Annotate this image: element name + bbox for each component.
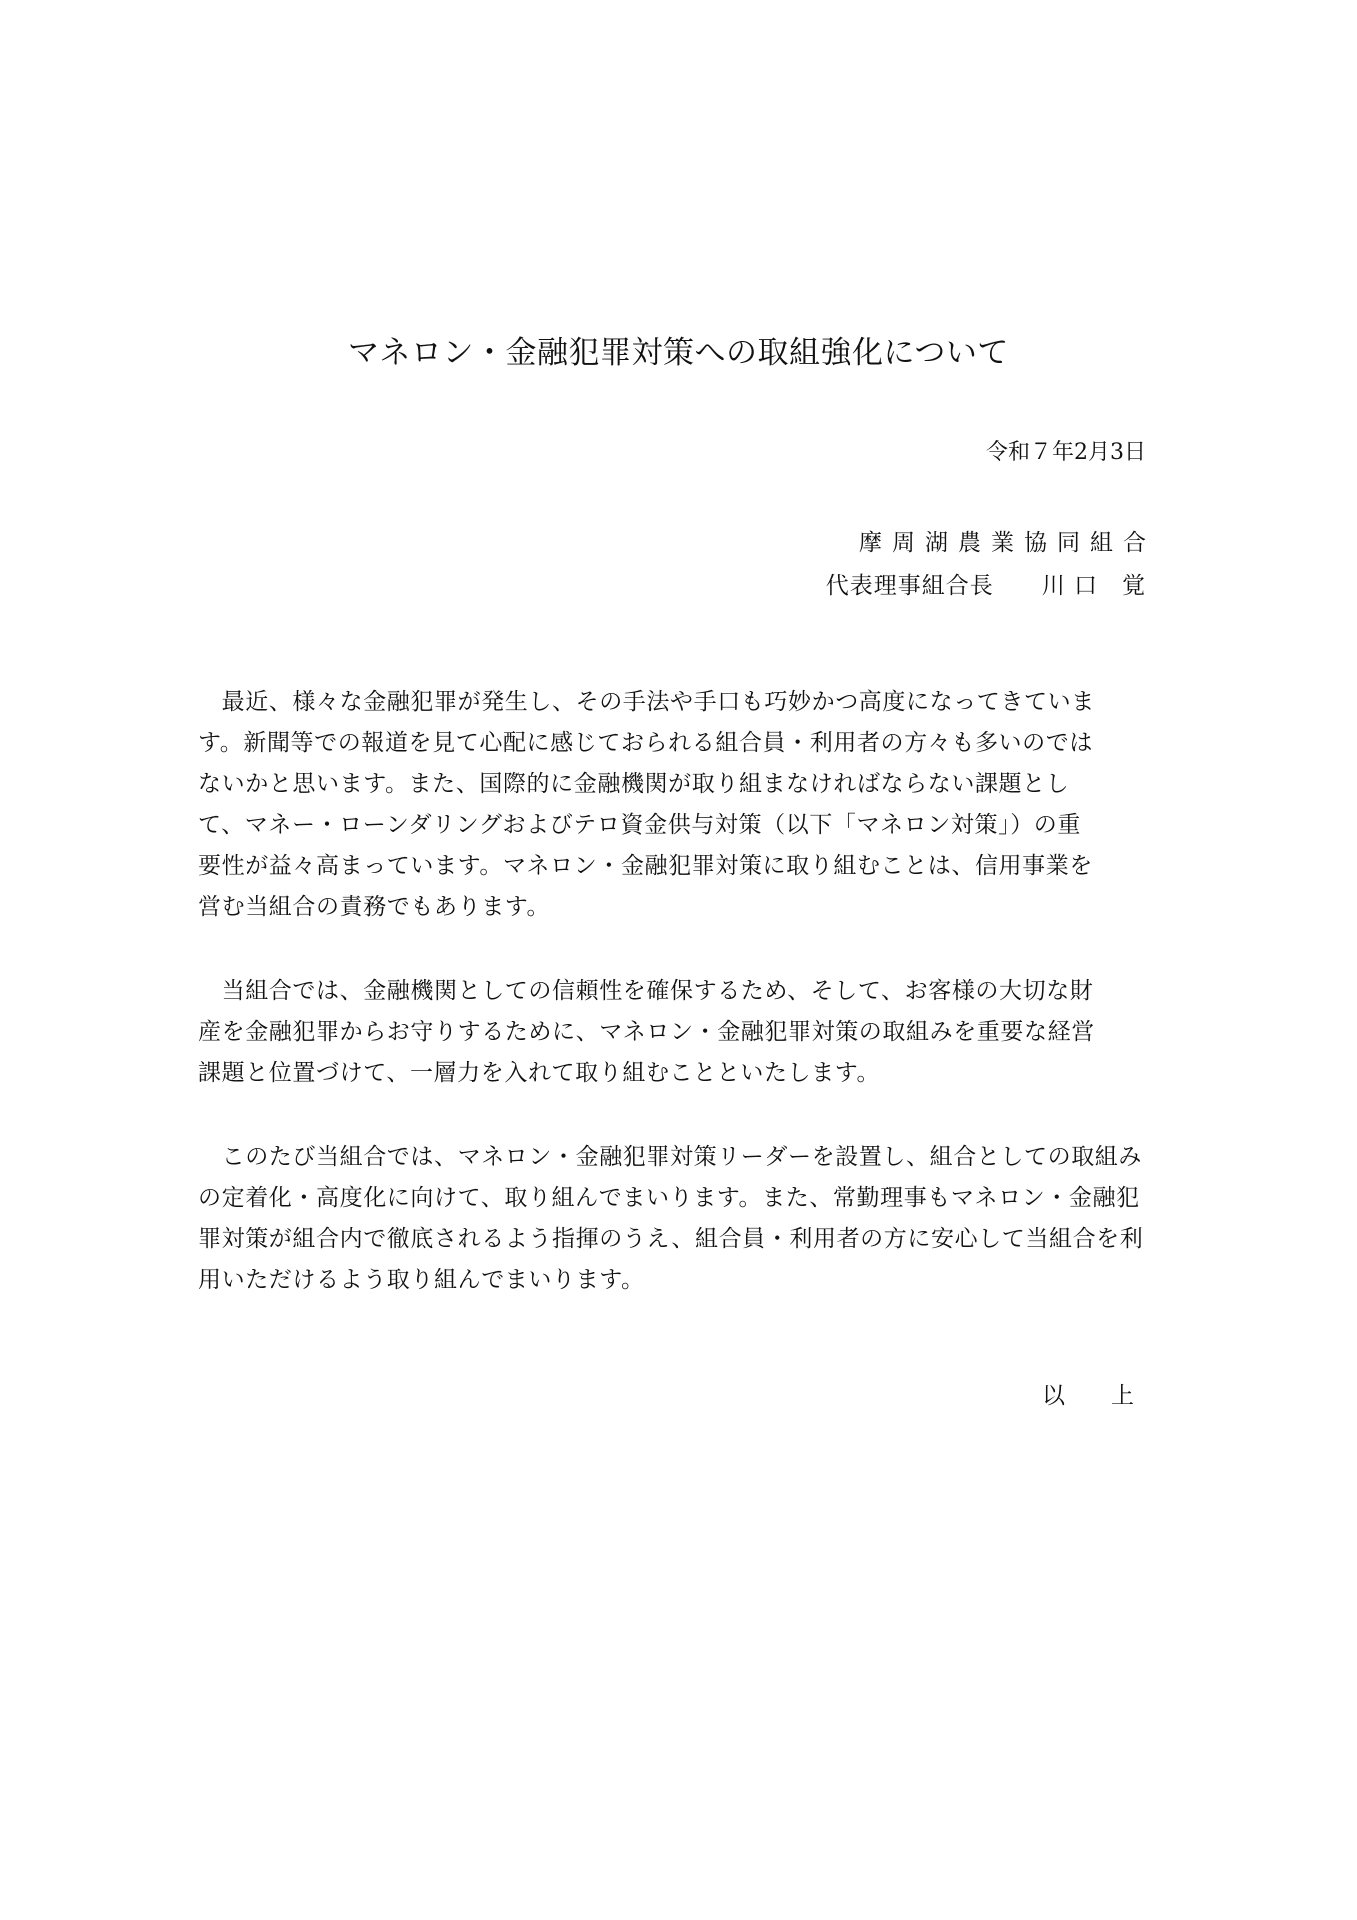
issuer-block — [825, 522, 1156, 608]
paragraph-line: す。新聞等での報道を見て心配に感じておられる組合員・利用者の方々も多いのでは — [198, 730, 1093, 756]
paragraph-line: 当組合では、金融機関としての信頼性を確保するため、そして、お客様の大切な財 — [198, 978, 1094, 1004]
paragraph-1 — [198, 682, 1158, 928]
paragraph-line: このたび当組合では、マネロン・金融犯罪対策リーダーを設置し、組合としての取組み — [198, 1144, 1142, 1170]
paragraph-line: 要性が益々高まっています。マネロン・金融犯罪対策に取り組むことは、信用事業を — [198, 853, 1093, 879]
paragraph-line: 最近、様々な金融犯罪が発生し、その手法や手口も巧妙かつ高度になってきていま — [198, 689, 1095, 715]
paragraph-3 — [198, 1137, 1158, 1301]
paragraph-line: 課題と位置づけて、一層力を入れて取り組むことといたします。 — [198, 1060, 881, 1086]
paragraph-line: 罪対策が組合内で徹底されるよう指揮のうえ、組合員・利用者の方に安心して当組合を利 — [198, 1226, 1144, 1252]
document-date: 令和７年2月3日 — [986, 440, 1146, 465]
paragraph-line: 産を金融犯罪からお守りするために、マネロン・金融犯罪対策の取組みを重要な経営 — [198, 1019, 1095, 1045]
paragraph-line: て、マネー・ローンダリングおよびテロ資金供与対策（以下「マネロン対策」）の重 — [198, 812, 1081, 838]
paragraph-line: 営む当組合の責務でもあります。 — [198, 894, 551, 920]
document-title: マネロン・金融犯罪対策への取組強化について — [348, 335, 1009, 371]
closing-mark: 以 上 — [1042, 1383, 1134, 1409]
issuer-organization: 摩周湖農業協同組合 — [859, 530, 1156, 556]
paragraph-line: の定着化・高度化に向けて、取り組んでまいります。また、常勤理事もマネロン・金融犯 — [198, 1185, 1140, 1211]
paragraph-2 — [198, 971, 1158, 1094]
paragraph-line: 用いただけるよう取り組んでまいります。 — [198, 1267, 645, 1293]
paragraph-line: ないかと思います。また、国際的に金融機関が取り組まなければならない課題とし — [198, 771, 1070, 797]
issuer-representative: 代表理事組合長 川 口 覚 — [825, 573, 1146, 599]
